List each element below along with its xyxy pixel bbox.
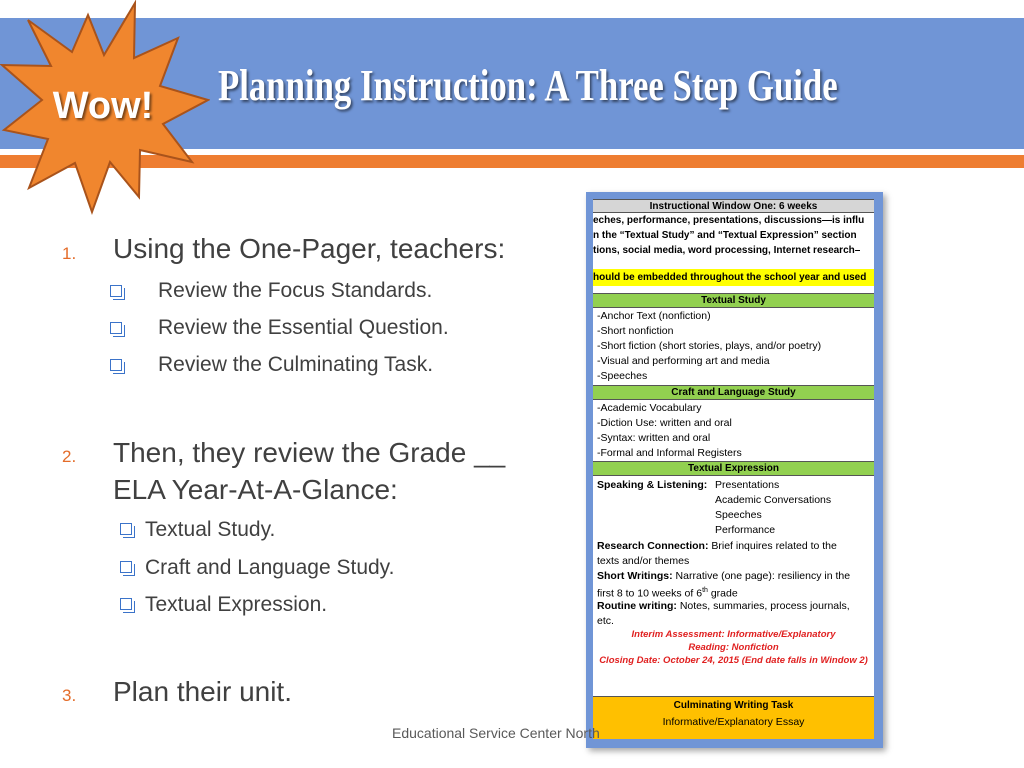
doc-culminating-heading: Culminating Writing Task [673,700,794,711]
doc-list-item: -Speeches [597,370,648,382]
doc-short-label: Short Writings: [597,570,673,582]
doc-list-item: -Anchor Text (nonfiction) [597,310,711,322]
doc-short-text: Narrative (one page): resiliency in the [672,570,851,582]
doc-interim-line: Closing Date: October 24, 2015 (End date falls in Window 2) [599,655,868,666]
checkbox-bullet-icon [110,322,122,334]
list-number-3: 3. [62,686,77,705]
doc-short-text3: grade [707,587,738,600]
doc-craft-heading: Craft and Language Study [593,385,874,400]
doc-speaking-item: Academic Conversations [715,494,832,506]
doc-research-line2: texts and/or themes [597,555,690,567]
checkbox-bullet-icon [120,523,132,535]
doc-short-sup: th [702,587,708,594]
sub-item-craft-language: Craft and Language Study. [145,556,395,579]
doc-research-line [593,539,874,553]
slide-footer: Educational Service Center North [392,725,600,741]
checkbox-bullet-icon [110,285,122,297]
sub-item-culminating-task: Review the Culminating Task. [158,353,434,376]
doc-short-line [593,569,874,583]
doc-intro-line: eches, performance, presentations, discussions—is influ [593,215,865,226]
doc-list-item: -Formal and Informal Registers [597,447,742,459]
list-number-2: 2. [62,447,77,466]
doc-interim-line: Interim Assessment: Informative/Explanatory [631,629,836,640]
doc-list-item: -Syntax: written and oral [597,432,711,444]
doc-list-item: -Academic Vocabulary [597,402,702,414]
sub-item-essential-question: Review the Essential Question. [158,316,449,339]
doc-research-text: Brief inquires related to the [708,540,837,552]
doc-speaking-item: Speeches [715,509,762,521]
doc-routine-line [593,599,874,613]
wow-label: Wow! [52,85,154,127]
doc-speaking-item: Presentations [715,479,780,491]
list-item-3-text: Plan their unit. [113,676,292,707]
doc-list-item: -Short nonfiction [597,325,674,337]
doc-routine-line2: etc. [597,615,614,627]
sub-item-focus-standards: Review the Focus Standards. [158,279,433,302]
doc-list-item: -Diction Use: written and oral [597,417,732,429]
doc-textual-study-heading: Textual Study [593,293,874,308]
doc-expression-heading: Textual Expression [593,461,874,476]
doc-speaking-item: Performance [715,524,776,536]
checkbox-bullet-icon [120,598,132,610]
checkbox-bullet-icon [110,359,122,371]
doc-short-text2: first 8 to 10 weeks of 6 [597,587,703,600]
slide-title: Planning Instruction: A Three Step Guide [218,61,838,110]
doc-list-item: -Short fiction (short stories, plays, and/or poetry) [597,340,822,352]
doc-interim-line: Reading: Nonfiction [688,642,779,653]
checkbox-bullet-icon [120,561,132,573]
list-item-1-text: Using the One-Pager, teachers: [113,233,506,264]
list-item-2-text-line2: ELA Year-At-A-Glance: [113,474,398,505]
sub-item-textual-study: Textual Study. [145,518,276,541]
doc-culminating-text: Informative/Explanatory Essay [662,716,805,728]
doc-list-item: -Visual and performing art and media [597,355,770,367]
doc-highlight-line: hould be embedded throughout the school year and used [593,269,874,286]
doc-routine-text: Notes, summaries, process journals, [676,600,850,612]
doc-intro-line: n the “Textual Study” and “Textual Expression” section [593,230,857,241]
year-at-a-glance-document [593,199,874,739]
doc-window-header: Instructional Window One: 6 weeks [593,199,874,213]
sub-item-textual-expression: Textual Expression. [145,593,328,616]
list-number-1: 1. [62,244,77,263]
list-item-2-text: Then, they review the Grade __ [113,437,506,468]
doc-speaking-label: Speaking & Listening: [597,479,708,491]
doc-routine-label: Routine writing: [597,600,677,612]
doc-intro-line: tions, social media, word processing, Internet research– [593,245,861,256]
doc-research-label: Research Connection: [597,540,709,552]
